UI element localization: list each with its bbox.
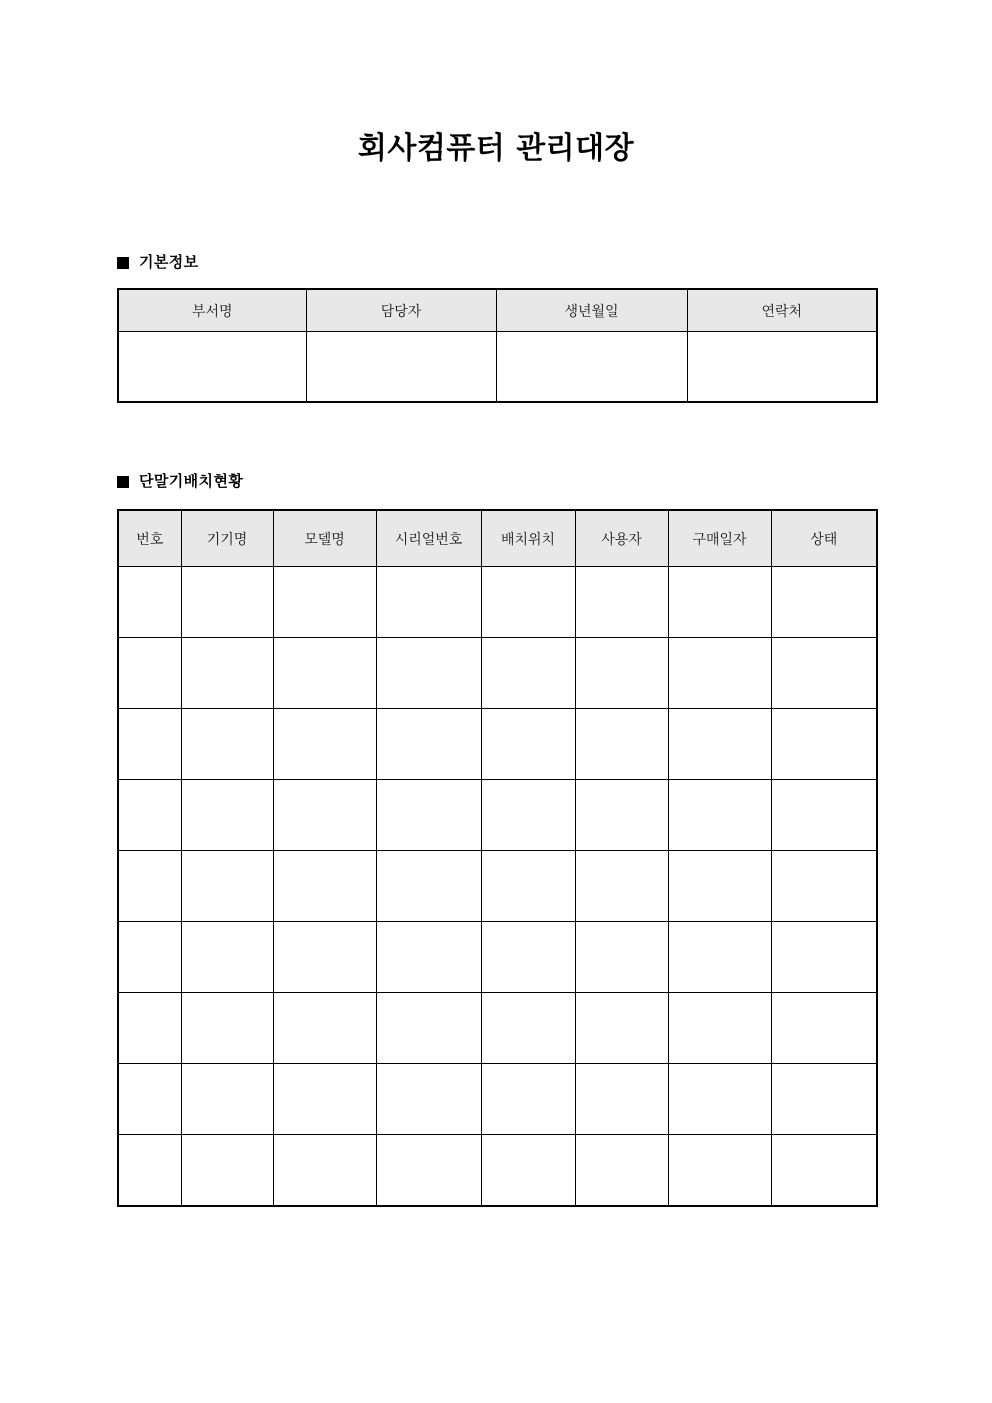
column-header-birthdate: 생년월일: [496, 289, 687, 332]
basic-info-table-head: [118, 289, 877, 332]
cell-location[interactable]: [481, 638, 575, 709]
cell-user[interactable]: [575, 709, 668, 780]
cell-model-name[interactable]: [273, 1064, 376, 1135]
section-heading-device-status-label: 단말기배치현황: [139, 472, 244, 490]
cell-number[interactable]: [118, 709, 181, 780]
cell-status[interactable]: [771, 922, 877, 993]
cell-user[interactable]: [575, 638, 668, 709]
cell-device-name[interactable]: [181, 922, 273, 993]
cell-number[interactable]: [118, 567, 181, 638]
cell-user[interactable]: [575, 1064, 668, 1135]
cell-serial-number[interactable]: [376, 922, 481, 993]
cell-device-name[interactable]: [181, 851, 273, 922]
cell-user[interactable]: [575, 851, 668, 922]
cell-serial-number[interactable]: [376, 638, 481, 709]
column-header-device-name: 기기명: [181, 510, 273, 567]
device-status-table: [117, 509, 878, 1207]
cell-status[interactable]: [771, 993, 877, 1064]
cell-serial-number[interactable]: [376, 567, 481, 638]
square-bullet-icon: [117, 257, 129, 269]
table-row: [118, 709, 877, 780]
column-header-manager: 담당자: [306, 289, 496, 332]
cell-purchase-date[interactable]: [668, 638, 771, 709]
device-table-body: [118, 567, 877, 1207]
table-row: [118, 993, 877, 1064]
cell-location[interactable]: [481, 1135, 575, 1207]
cell-purchase-date[interactable]: [668, 1064, 771, 1135]
device-table-head: [118, 510, 877, 567]
cell-number[interactable]: [118, 993, 181, 1064]
cell-model-name[interactable]: [273, 709, 376, 780]
cell-location[interactable]: [481, 1064, 575, 1135]
cell-status[interactable]: [771, 638, 877, 709]
table-row: [118, 851, 877, 922]
column-header-location: 배치위치: [481, 510, 575, 567]
table-row: [118, 922, 877, 993]
cell-department[interactable]: [118, 332, 306, 403]
cell-location[interactable]: [481, 780, 575, 851]
basic-info-table: [117, 288, 878, 403]
cell-model-name[interactable]: [273, 922, 376, 993]
cell-serial-number[interactable]: [376, 1135, 481, 1207]
cell-model-name[interactable]: [273, 851, 376, 922]
cell-location[interactable]: [481, 922, 575, 993]
cell-number[interactable]: [118, 851, 181, 922]
cell-purchase-date[interactable]: [668, 851, 771, 922]
cell-device-name[interactable]: [181, 993, 273, 1064]
cell-status[interactable]: [771, 1064, 877, 1135]
column-header-purchase-date: 구매일자: [668, 510, 771, 567]
cell-location[interactable]: [481, 709, 575, 780]
cell-status[interactable]: [771, 780, 877, 851]
cell-serial-number[interactable]: [376, 709, 481, 780]
cell-user[interactable]: [575, 567, 668, 638]
cell-purchase-date[interactable]: [668, 993, 771, 1064]
cell-number[interactable]: [118, 780, 181, 851]
cell-user[interactable]: [575, 780, 668, 851]
cell-manager[interactable]: [306, 332, 496, 403]
cell-purchase-date[interactable]: [668, 1135, 771, 1207]
column-header-department: 부서명: [118, 289, 306, 332]
basic-info-table-body: [118, 332, 877, 403]
table-row: [118, 567, 877, 638]
cell-device-name[interactable]: [181, 1135, 273, 1207]
page-title: 회사컴퓨터 관리대장: [357, 131, 635, 166]
cell-purchase-date[interactable]: [668, 780, 771, 851]
cell-location[interactable]: [481, 851, 575, 922]
cell-user[interactable]: [575, 993, 668, 1064]
cell-user[interactable]: [575, 1135, 668, 1207]
column-header-serial-number: 시리얼번호: [376, 510, 481, 567]
cell-birthdate[interactable]: [496, 332, 687, 403]
cell-model-name[interactable]: [273, 638, 376, 709]
cell-device-name[interactable]: [181, 709, 273, 780]
cell-model-name[interactable]: [273, 993, 376, 1064]
cell-status[interactable]: [771, 709, 877, 780]
cell-purchase-date[interactable]: [668, 922, 771, 993]
cell-model-name[interactable]: [273, 1135, 376, 1207]
cell-user[interactable]: [575, 922, 668, 993]
cell-location[interactable]: [481, 993, 575, 1064]
table-row: [118, 1064, 877, 1135]
cell-serial-number[interactable]: [376, 993, 481, 1064]
cell-purchase-date[interactable]: [668, 709, 771, 780]
cell-serial-number[interactable]: [376, 1064, 481, 1135]
cell-device-name[interactable]: [181, 638, 273, 709]
cell-number[interactable]: [118, 1064, 181, 1135]
cell-device-name[interactable]: [181, 780, 273, 851]
cell-status[interactable]: [771, 1135, 877, 1207]
section-heading-basic-info-label: 기본정보: [139, 253, 199, 271]
cell-number[interactable]: [118, 922, 181, 993]
column-header-status: 상태: [771, 510, 877, 567]
cell-device-name[interactable]: [181, 1064, 273, 1135]
section-heading-basic-info: [117, 255, 199, 270]
column-header-number: 번호: [118, 510, 181, 567]
cell-device-name[interactable]: [181, 567, 273, 638]
cell-status[interactable]: [771, 851, 877, 922]
cell-serial-number[interactable]: [376, 851, 481, 922]
cell-status[interactable]: [771, 567, 877, 638]
table-row: [118, 1135, 877, 1207]
cell-number[interactable]: [118, 1135, 181, 1207]
column-header-contact: 연락처: [687, 289, 877, 332]
cell-serial-number[interactable]: [376, 780, 481, 851]
table-row: [118, 638, 877, 709]
section-heading-device-status: [117, 474, 243, 489]
table-row: [118, 780, 877, 851]
column-header-user: 사용자: [575, 510, 668, 567]
cell-model-name[interactable]: [273, 780, 376, 851]
cell-location[interactable]: [481, 567, 575, 638]
cell-model-name[interactable]: [273, 567, 376, 638]
cell-purchase-date[interactable]: [668, 567, 771, 638]
table-header-row: [118, 289, 877, 332]
cell-number[interactable]: [118, 638, 181, 709]
square-bullet-icon: [117, 476, 129, 488]
column-header-model-name: 모델명: [273, 510, 376, 567]
table-header-row: [118, 510, 877, 567]
table-row: [118, 332, 877, 403]
cell-contact[interactable]: [687, 332, 877, 403]
